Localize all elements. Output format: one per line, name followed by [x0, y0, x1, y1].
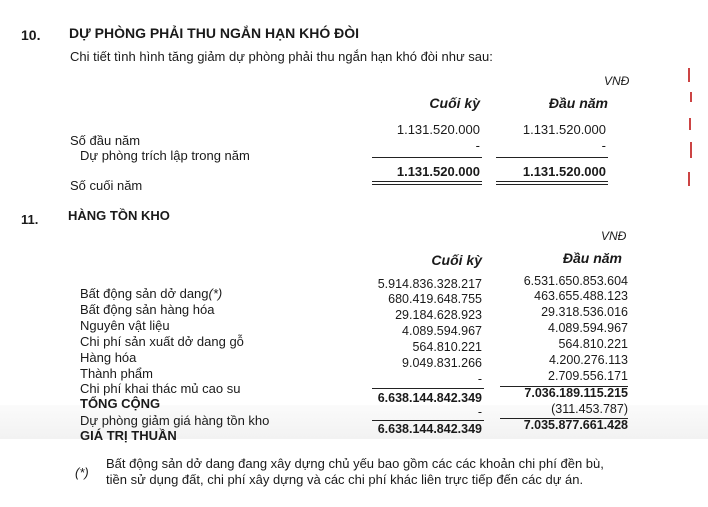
row-label: Dự phòng giảm giá hàng tồn kho: [80, 413, 270, 428]
row-value-begin: 29.318.536.016: [541, 305, 628, 319]
row-value-begin: (311.453.787): [551, 402, 628, 416]
row-value-end: 5.914.836.328.217: [377, 277, 482, 291]
row-label-text: Bất động sản dở dang: [80, 286, 209, 301]
row-label-net: GIÁ TRỊ THUẦN: [80, 428, 177, 443]
total-double-rule: [372, 181, 482, 185]
currency-label: VNĐ: [601, 229, 627, 243]
margin-mark: [690, 92, 692, 102]
row-value-begin: 463.655.488.123: [534, 289, 628, 303]
section-10-number: 10.: [21, 27, 41, 43]
row-value-end: -: [475, 138, 480, 153]
subtotal-rule: [496, 157, 608, 158]
footnote-ref: (*): [208, 286, 223, 301]
row-value-end: 6.638.144.842.349: [377, 422, 482, 436]
section-10-title: DỰ PHÒNG PHẢI THU NGẮN HẠN KHÓ ĐÒI: [69, 25, 360, 41]
row-value-end: -: [477, 405, 482, 419]
footnote-line-1: Bất động sản dở dang đang xây dựng chủ yếu bao gồm các các khoản chi phí đền bù,: [106, 456, 604, 471]
row-value-begin: 4.200.276.113: [548, 353, 628, 367]
col-header-begin: Đầu năm: [548, 95, 608, 111]
row-value-begin: 564.810.221: [558, 337, 628, 351]
row-label: Nguyên vật liệu: [80, 318, 170, 333]
section-11-title: HÀNG TỒN KHO: [68, 208, 170, 223]
row-label: Chi phí khai thác mủ cao su: [80, 381, 241, 396]
row-value-end: 564.810.221: [412, 340, 482, 354]
col-header-end: Cuối kỳ: [431, 252, 482, 268]
row-value-begin: 1.131.520.000: [522, 122, 606, 137]
row-value-end: 1.131.520.000: [396, 164, 480, 179]
row-value-begin: 7.036.189.115.215: [524, 386, 628, 400]
row-value-end: 680.419.648.755: [388, 292, 482, 306]
row-label: Bất động sản hàng hóa: [80, 302, 215, 317]
footnote-marker: (*): [75, 465, 89, 480]
section-10-intro: Chi tiết tình hình tăng giảm dự phòng phải thu ngắn hạn khó đòi như sau:: [70, 49, 493, 64]
col-header-end: Cuối kỳ: [429, 95, 480, 111]
row-value-end: -: [477, 372, 482, 386]
subtotal-rule: [372, 388, 484, 389]
margin-mark: [689, 118, 691, 130]
row-value-begin: 1.131.520.000: [522, 164, 606, 179]
margin-mark: [688, 68, 690, 82]
row-label: Hàng hóa: [80, 350, 137, 365]
currency-label: VNĐ: [604, 74, 630, 88]
row-label: Chi phí sản xuất dở dang gỗ: [80, 334, 244, 349]
row-value-begin: 6.531.650.853.604: [523, 274, 628, 288]
subtotal-rule: [372, 157, 482, 158]
row-value-end: 4.089.594.967: [402, 324, 482, 338]
margin-mark: [690, 142, 692, 158]
row-value-begin: -: [601, 138, 606, 153]
row-value-end: 6.638.144.842.349: [377, 391, 482, 405]
subtotal-rule: [372, 420, 484, 421]
row-value-begin: 4.089.594.967: [548, 321, 628, 335]
row-value-end: 1.131.520.000: [396, 122, 480, 137]
footnote-line-2: tiền sử dụng đất, chi phí xây dựng và các chi phí khác liên trực tiếp đến các dự án.: [106, 472, 584, 487]
section-11-number: 11.: [21, 212, 39, 227]
row-value-end: 9.049.831.266: [402, 356, 482, 370]
row-value-begin: 7.035.877.661.428: [523, 418, 628, 432]
row-label: Thành phẩm: [80, 366, 153, 381]
row-value-begin: 2.709.556.171: [548, 369, 628, 383]
row-value-end: 29.184.628.923: [395, 308, 482, 322]
row-label-total: TỔNG CỘNG: [80, 396, 161, 411]
row-label: Số đầu năm: [70, 133, 141, 148]
total-double-rule: [496, 181, 608, 185]
row-label: Số cuối năm: [70, 178, 143, 193]
row-label: [80, 286, 222, 301]
row-label: Dự phòng trích lập trong năm: [80, 148, 250, 163]
margin-mark: [688, 172, 690, 186]
col-header-begin: Đầu năm: [562, 250, 622, 266]
